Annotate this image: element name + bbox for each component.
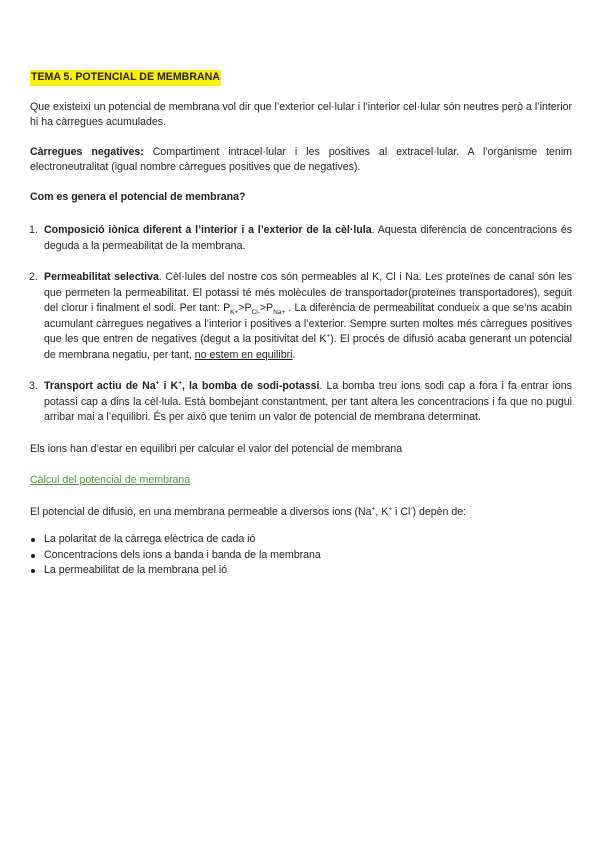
- item-1-text: . Aquesta diferència de concentracions és deguda a la permeabilitat de la membrana.: [44, 224, 573, 252]
- item-2-text3: ). El procés de difusió acaba generant un potencial de membrana negatiu, per tant,: [44, 333, 572, 361]
- negatives-text: Compartiment intracel·lular i les positives al extracel·lular. A l’organisme tenim electroneutralitat (igual nombre càrregues positives que de negatives).: [30, 145, 573, 173]
- numbered-list: [30, 223, 572, 426]
- bullet-text: La permeabilitat de la membrana pel ió: [44, 564, 228, 576]
- list-item-1: [30, 223, 572, 254]
- sup-3: -: [410, 504, 413, 512]
- intro-text: Que existeixi un potencial de membrana vol dir que l’exterior cel·lular i l’interior cel·lular són neutres però a l’interior hi ha càrregues acumulades.: [30, 100, 572, 128]
- item-number: 3.: [29, 380, 38, 392]
- bullet-text: Concentracions dels ions a banda i banda de la membrana: [44, 548, 321, 561]
- bullet-icon: [31, 569, 35, 573]
- item-3-bold-c: , la bomba de sodi-potassi: [181, 380, 320, 392]
- item-3-bold-b: i K: [159, 380, 179, 392]
- bullet-item: [30, 563, 572, 579]
- bullet-item: [30, 532, 572, 548]
- diffusion-mid1: , K: [375, 505, 389, 518]
- equilibrium-paragraph: [30, 442, 572, 458]
- p-k: P: [223, 302, 231, 314]
- document-title: TEMA 5. POTENCIAL DE MEMBRANA: [30, 70, 221, 86]
- bullet-list: [30, 532, 572, 579]
- list-item-3: [30, 379, 572, 426]
- item-number: 2.: [29, 271, 38, 283]
- gt-2: >P: [259, 302, 274, 314]
- item-2-text: . Cèl·lules del nostre cos són permeables al K, Cl i Na. Les proteïnes de canal són les que permeten la permeabilitat. El potassi té més molècules de transportador(proteïnes transportadores), seguit del clorur i finalment el sodi. Per tant:: [44, 271, 572, 314]
- bullet-item: [30, 548, 572, 564]
- bullet-icon: [31, 554, 35, 558]
- item-number: 1.: [29, 224, 38, 236]
- sub-na: Na+: [273, 309, 286, 317]
- diffusion-text: El potencial de difusió, en una membrana permeable a diversos ions (Na: [30, 505, 372, 518]
- item-2-text4: .: [292, 348, 296, 361]
- section-heading: Com es genera el potencial de membrana?: [30, 190, 246, 203]
- item-3-bold-a: Transport actiu de Na: [44, 380, 156, 392]
- sup-k: +: [178, 379, 182, 387]
- intro-paragraph: [30, 100, 572, 131]
- sup-2: +: [388, 504, 393, 512]
- sub-k: K+: [230, 309, 239, 317]
- equilibrium-text: Els ions han d’estar en equilibri per calcular el valor del potencial de membrana: [30, 442, 403, 455]
- gt-1: >P: [238, 302, 252, 314]
- diffusion-end: ) depèn de:: [412, 505, 467, 518]
- bullet-text: La polaritat de la càrrega elèctrica de cada ió: [44, 533, 256, 545]
- item-2-text2: . La diferència de permeabilitat condueix a que se’ns acabin acumulant càrregues negatives a l’interior i positives a l’exterior. Sempre surten moltes més càrregues positives que les que entren de negatives (degut a la positivitat del K: [44, 302, 572, 345]
- diffusion-paragraph: [30, 505, 572, 521]
- item-3-text: . La bomba treu ions sodi cap a fora i fa entrar ions potassi cap a dins la cèl·lula. Està bombejant constantment, per tant altera les concentracions i fa que no pugui arribar mai a l’equilibri. És per això que tenim un valor de potencial de membrana determinat.: [44, 380, 572, 423]
- sup-k: +: [326, 332, 331, 340]
- diffusion-mid2: i Cl: [392, 505, 411, 518]
- bullet-icon: [31, 538, 35, 542]
- item-2-bold: Permeabilitat selectiva: [44, 271, 159, 283]
- list-item-2: [30, 270, 572, 363]
- calculation-link[interactable]: Càlcul del potencial de membrana: [30, 474, 191, 486]
- document-page: [30, 70, 572, 579]
- underlined-text: no estem en equilibri: [194, 348, 293, 361]
- sub-cl: Cl-: [251, 309, 260, 317]
- negatives-paragraph: [30, 145, 572, 176]
- negatives-label: Càrregues negatives:: [30, 145, 144, 158]
- sup-1: +: [371, 504, 376, 512]
- sup-na: +: [155, 379, 160, 387]
- item-1-bold: Composició iònica diferent a l’interior i a l’exterior de la cèl·lula: [44, 224, 372, 236]
